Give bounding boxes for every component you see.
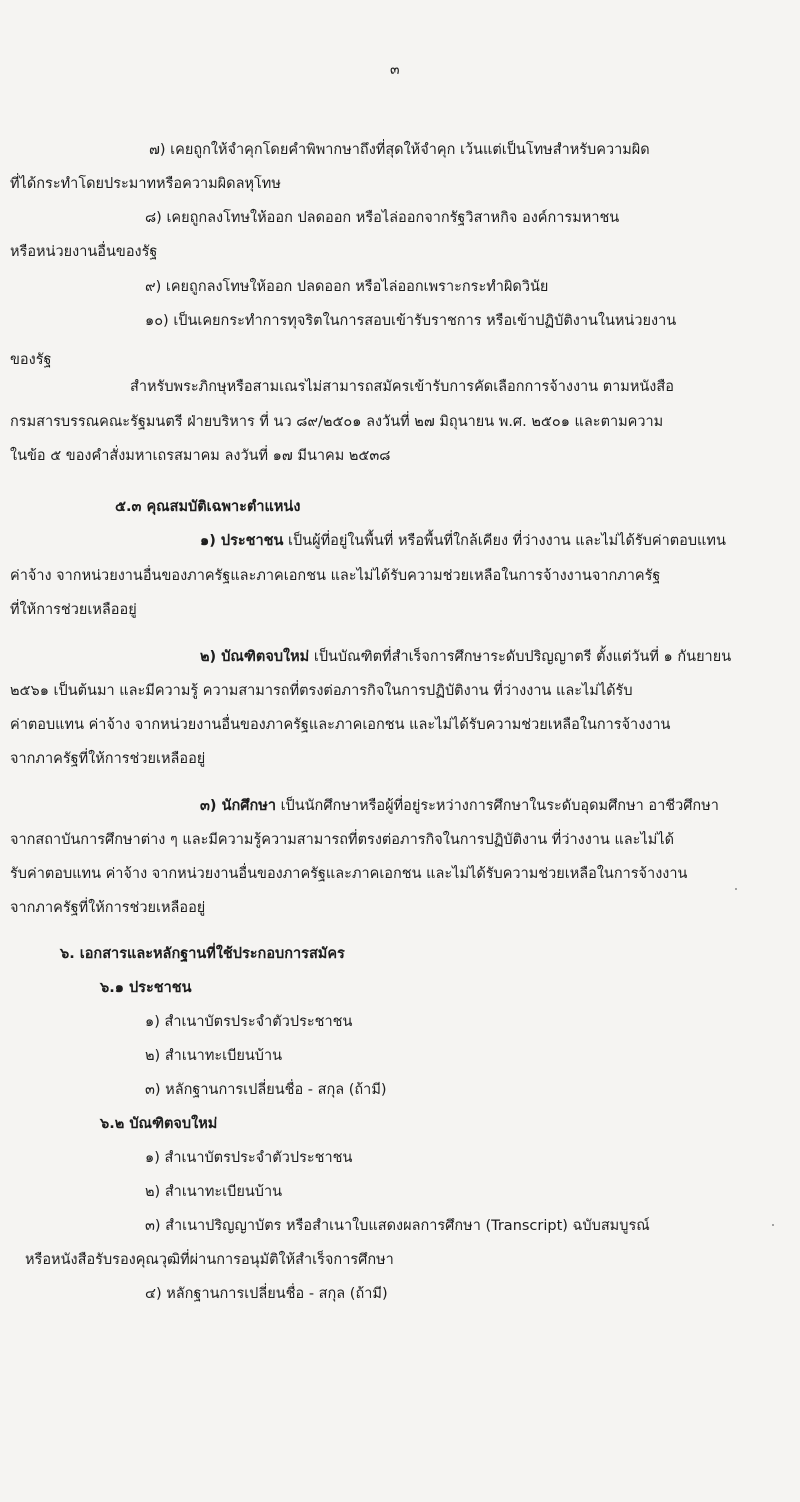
student-line-3: รับค่าตอบแทน ค่าจ้าง จากหน่วยงานอื่นของภาครัฐและภาคเอกชน และไม่ได้รับความช่วยเหลือในการจ้างงาน	[10, 866, 688, 882]
speck-mark-2	[735, 888, 737, 890]
graduate-line-2: ๒๕๖๑ เป็นต้นมา และมีความรู้ ความสามารถที่ตรงต่อภารกิจในการปฏิบัติงาน ที่ว่างงาน และไม่ได้รับ	[10, 683, 633, 699]
citizen-line-3: ที่ให้การช่วยเหลืออยู่	[10, 602, 137, 618]
graduate-text: เป็นบัณฑิตที่สำเร็จการศึกษาระดับปริญญาตรี ตั้งแต่วันที่ ๑ กันยายน	[309, 649, 732, 665]
citizen-doc-2: ๒) สำเนาทะเบียนบ้าน	[145, 1048, 282, 1064]
citizen-doc-1: ๑) สำเนาบัตรประจำตัวประชาชน	[145, 1014, 353, 1030]
monk-note-line-1: สำหรับพระภิกษุหรือสามเณรไม่สามารถสมัครเข้ารับการคัดเลือกการจ้างงาน ตามหนังสือ	[130, 379, 674, 395]
citizen-doc-3: ๓) หลักฐานการเปลี่ยนชื่อ - สกุล (ถ้ามี)	[145, 1082, 387, 1098]
graduate-doc-3-line-2: หรือหนังสือรับรองคุณวุฒิที่ผ่านการอนุมัติให้สำเร็จการศึกษา	[25, 1252, 394, 1268]
graduate-doc-3-line-1: ๓) สำเนาปริญญาบัตร หรือสำเนาใบแสดงผลการศึกษา (Transcript) ฉบับสมบูรณ์	[145, 1218, 650, 1234]
student-line-2: จากสถาบันการศึกษาต่าง ๆ และมีความรู้ความสามารถที่ตรงต่อภารกิจในการปฏิบัติงาน ที่ว่างงาน และไม่ได้	[10, 832, 675, 848]
student-line-4: จากภาครัฐที่ให้การช่วยเหลืออยู่	[10, 900, 206, 916]
graduate-line-3: ค่าตอบแทน ค่าจ้าง จากหน่วยงานอื่นของภาครัฐและภาคเอกชน และไม่ได้รับความช่วยเหลือในการจ้างงาน	[10, 717, 671, 733]
clause-7-line-2: ที่ได้กระทำโดยประมาทหรือความผิดลหุโทษ	[10, 176, 281, 192]
section-6-heading: ๖. เอกสารและหลักฐานที่ใช้ประกอบการสมัคร	[60, 946, 345, 962]
speck-mark	[772, 1224, 774, 1226]
monk-note-line-2: กรมสารบรรณคณะรัฐมนตรี ฝ่ายบริหาร ที่ นว ๘๙/๒๕๐๑ ลงวันที่ ๒๗ มิถุนายน พ.ศ. ๒๕๐๑ และตามความ	[10, 414, 664, 430]
section-6-1-heading: ๖.๑ ประชาชน	[100, 980, 192, 996]
graduate-line-1	[200, 647, 731, 667]
citizen-label: ๑) ประชาชน	[200, 533, 284, 549]
citizen-line-1	[200, 531, 726, 551]
student-text: เป็นนักศึกษาหรือผู้ที่อยู่ระหว่างการศึกษาในระดับอุดมศึกษา อาชีวศึกษา	[275, 798, 719, 814]
section-6-2-heading: ๖.๒ บัณฑิตจบใหม่	[100, 1116, 218, 1132]
clause-8-line-2: หรือหน่วยงานอื่นของรัฐ	[10, 244, 158, 260]
citizen-text: เป็นผู้ที่อยู่ในพื้นที่ หรือพื้นที่ใกล้เคียง ที่ว่างงาน และไม่ได้รับค่าตอบแทน	[283, 533, 726, 549]
graduate-line-4: จากภาครัฐที่ให้การช่วยเหลืออยู่	[10, 751, 206, 767]
section-5-3-heading: ๕.๓ คุณสมบัติเฉพาะตำแหน่ง	[115, 499, 301, 515]
graduate-label: ๒) บัณฑิตจบใหม่	[200, 649, 310, 665]
student-line-1	[200, 796, 719, 816]
clause-9: ๙) เคยถูกลงโทษให้ออก ปลดออก หรือไล่ออกเพราะกระทำผิดวินัย	[145, 279, 549, 295]
clause-7-line-1: ๗) เคยถูกให้จำคุกโดยคำพิพากษาถึงที่สุดให้จำคุก เว้นแต่เป็นโทษสำหรับความผิด	[149, 142, 650, 158]
student-label: ๓) นักศึกษา	[200, 798, 276, 814]
graduate-doc-4: ๔) หลักฐานการเปลี่ยนชื่อ - สกุล (ถ้ามี)	[145, 1286, 388, 1302]
graduate-doc-1: ๑) สำเนาบัตรประจำตัวประชาชน	[145, 1150, 353, 1166]
clause-10-line-2: ของรัฐ	[10, 352, 52, 368]
clause-10-line-1: ๑๐) เป็นเคยกระทำการทุจริตในการสอบเข้ารับราชการ หรือเข้าปฏิบัติงานในหน่วยงาน	[145, 313, 677, 329]
citizen-line-2: ค่าจ้าง จากหน่วยงานอื่นของภาครัฐและภาคเอกชน และไม่ได้รับความช่วยเหลือในการจ้างงานจากภาครัฐ	[10, 568, 661, 584]
page-number: ๓	[390, 62, 400, 78]
monk-note-line-3: ในข้อ ๕ ของคำสั่งมหาเถรสมาคม ลงวันที่ ๑๗ มีนาคม ๒๕๓๘	[10, 448, 391, 464]
clause-8-line-1: ๘) เคยถูกลงโทษให้ออก ปลดออก หรือไล่ออกจากรัฐวิสาหกิจ องค์การมหาชน	[145, 210, 620, 226]
graduate-doc-2: ๒) สำเนาทะเบียนบ้าน	[145, 1184, 282, 1200]
